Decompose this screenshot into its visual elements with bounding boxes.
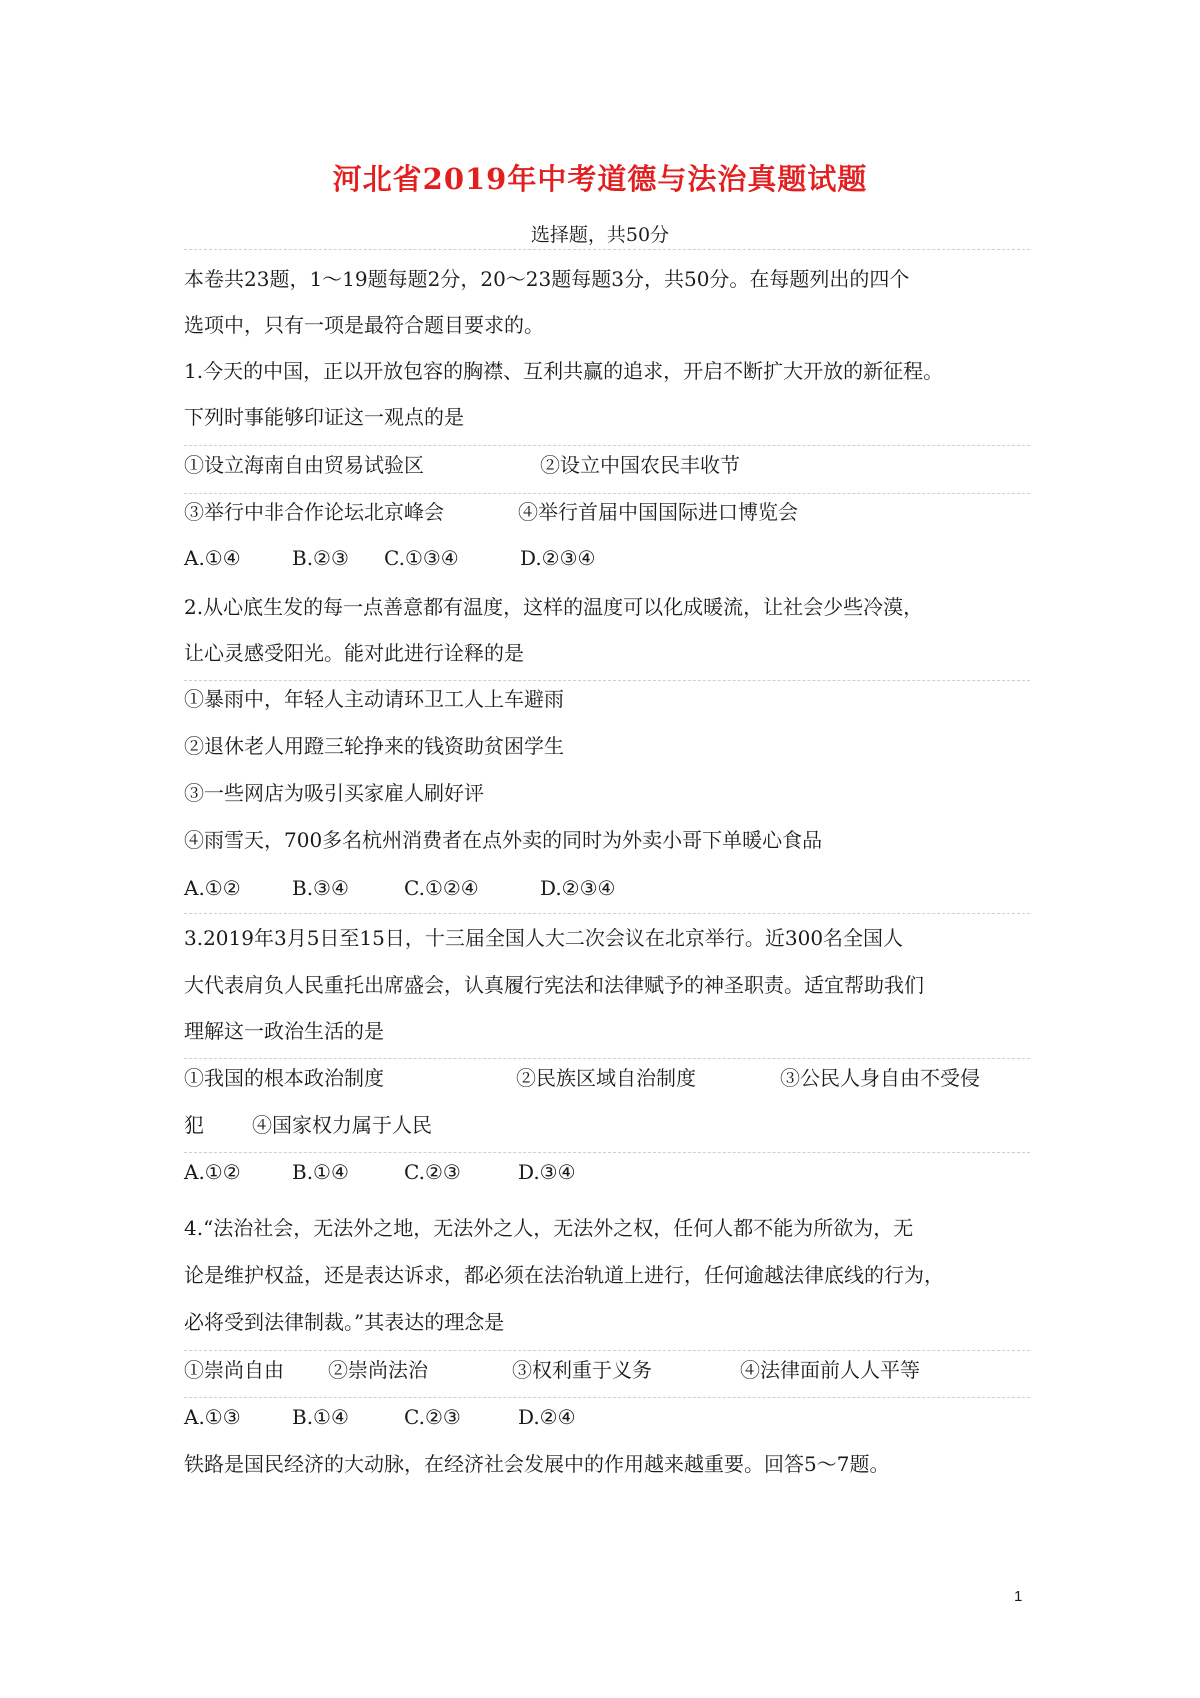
question-2-choice: B.③④ <box>292 876 349 900</box>
divider <box>184 493 1030 494</box>
question-2-item: ①暴雨中，年轻人主动请环卫工人上车避雨 <box>184 687 564 711</box>
question-4-item: ②崇尚法治 <box>328 1358 428 1382</box>
question-2-stem: 让心灵感受阳光。能对此进行诠释的是 <box>184 641 524 665</box>
question-1-stem: 1.今天的中国，正以开放包容的胸襟、互利共赢的追求，开启不断扩大开放的新征程。 <box>184 359 944 383</box>
question-4-item: ④法律面前人人平等 <box>740 1358 920 1382</box>
question-1-item: ②设立中国农民丰收节 <box>540 453 740 477</box>
question-3-item: 犯 <box>184 1113 204 1137</box>
question-3-item: ①我国的根本政治制度 <box>184 1066 384 1090</box>
question-2-item: ④雨雪天，700多名杭州消费者在点外卖的同时为外卖小哥下单暖心食品 <box>184 828 823 852</box>
question-3-item: ②民族区域自治制度 <box>516 1066 696 1090</box>
question-2-choice: A.①② <box>184 876 241 900</box>
instructions-line: 本卷共23题，1～19题每题2分，20～23题每题3分，共50分。在每题列出的四个 <box>184 267 910 291</box>
question-4-stem: 必将受到法律制裁。”其表达的理念是 <box>184 1310 505 1334</box>
section-intro: 铁路是国民经济的大动脉，在经济社会发展中的作用越来越重要。回答5～7题。 <box>184 1452 890 1476</box>
question-1-item: ④举行首届中国国际进口博览会 <box>518 500 798 524</box>
question-4-item: ③权利重于义务 <box>512 1358 652 1382</box>
divider <box>184 913 1030 914</box>
instructions-line: 选项中，只有一项是最符合题目要求的。 <box>184 313 544 337</box>
question-4-choice: D.②④ <box>518 1405 576 1429</box>
question-4-choice: B.①④ <box>292 1405 349 1429</box>
question-4-choice: A.①③ <box>184 1405 241 1429</box>
question-3-choice: C.②③ <box>404 1160 461 1184</box>
divider <box>184 1152 1030 1153</box>
question-1-choice: A.①④ <box>184 546 241 570</box>
question-2-item: ③一些网店为吸引买家雇人刷好评 <box>184 781 484 805</box>
question-1-item: ①设立海南自由贸易试验区 <box>184 453 424 477</box>
question-1-choice: B.②③ <box>292 546 349 570</box>
question-2-choice: C.①②④ <box>404 876 479 900</box>
question-4-stem: 论是维护权益，还是表达诉求，都必须在法治轨道上进行，任何逾越法律底线的行为， <box>184 1263 944 1287</box>
divider <box>184 249 1030 250</box>
divider <box>184 445 1030 446</box>
page-title: 河北省2019年中考道德与法治真题试题 <box>332 162 868 196</box>
question-3-choice: D.③④ <box>518 1160 576 1184</box>
question-3-choice: A.①② <box>184 1160 241 1184</box>
question-2-stem: 2.从心底生发的每一点善意都有温度，这样的温度可以化成暖流，让社会少些冷漠， <box>184 595 924 619</box>
question-3-stem: 大代表肩负人民重托出席盛会，认真履行宪法和法律赋予的神圣职责。适宜帮助我们 <box>184 973 924 997</box>
question-3-stem: 理解这一政治生活的是 <box>184 1019 384 1043</box>
question-1-stem: 下列时事能够印证这一观点的是 <box>184 405 464 429</box>
divider <box>184 1058 1030 1059</box>
divider <box>184 680 1030 681</box>
question-4-item: ①崇尚自由 <box>184 1358 284 1382</box>
question-2-item: ②退休老人用蹬三轮挣来的钱资助贫困学生 <box>184 734 564 758</box>
question-3-choice: B.①④ <box>292 1160 349 1184</box>
question-1-item: ③举行中非合作论坛北京峰会 <box>184 500 444 524</box>
page-number: 1 <box>1014 1588 1023 1605</box>
section-header: 选择题，共50分 <box>530 224 670 246</box>
question-1-choice: C.①③④ <box>384 546 459 570</box>
divider <box>184 1397 1030 1398</box>
question-1-choice: D.②③④ <box>520 546 596 570</box>
question-3-item: ③公民人身自由不受侵 <box>780 1066 980 1090</box>
question-3-item: ④国家权力属于人民 <box>252 1113 432 1137</box>
question-2-choice: D.②③④ <box>540 876 616 900</box>
divider <box>184 1350 1030 1351</box>
question-3-stem: 3.2019年3月5日至15日，十三届全国人大二次会议在北京举行。近300名全国人 <box>184 926 904 950</box>
question-4-stem: 4.“法治社会，无法外之地，无法外之人，无法外之权，任何人都不能为所欲为，无 <box>184 1216 914 1240</box>
question-4-choice: C.②③ <box>404 1405 461 1429</box>
